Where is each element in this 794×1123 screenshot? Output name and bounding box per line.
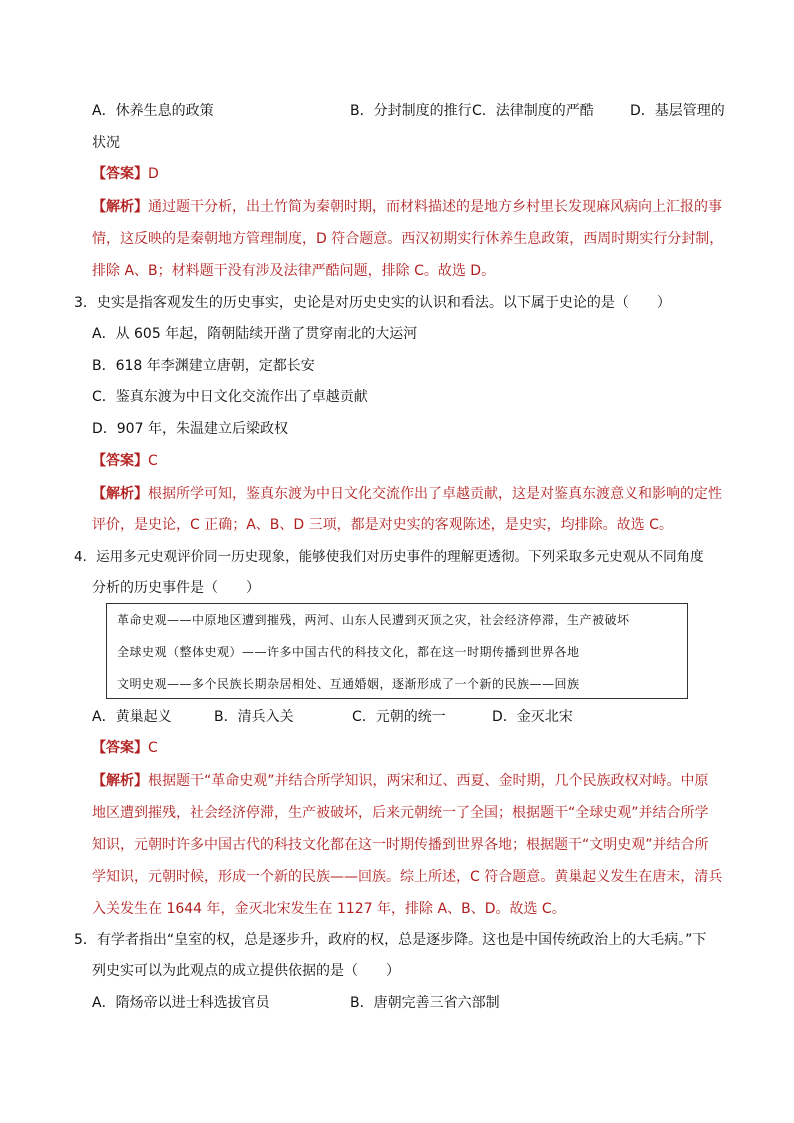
q3-option-d: D．907 年，朱温建立后梁政权	[92, 421, 288, 437]
answer-label: 【答案】	[92, 740, 148, 756]
q5-stem-line-1: 5．有学者指出“皇室的权，总是逐步升，政府的权，总是逐步降。这也是中国传统政治上的大毛病。”下	[74, 932, 707, 948]
q4-option-c: C．元朝的统一	[352, 709, 446, 725]
answer-value: D	[148, 166, 159, 182]
q5-option-a: A．隋炀帝以进士科选拔官员	[92, 995, 270, 1011]
q2-option-d-continued: 状况	[92, 135, 120, 151]
q4-option-b: B．清兵入关	[214, 709, 294, 725]
q2-answer	[92, 164, 732, 184]
answer-value: C	[148, 740, 158, 756]
q2-option-d: D．基层管理的	[630, 103, 725, 119]
q4-analysis-line-3: 知识，元朝时许多中国古代的科技文化都在这一时期传播到世界各地；根据题干“文明史观”并结合所	[92, 837, 709, 853]
q4-material-box	[106, 603, 688, 699]
q4-analysis-line-5: 入关发生在 1644 年，金灭北宋发生在 1127 年，排除 A、B、D。故选 C。	[92, 901, 566, 917]
q3-option-a: A．从 605 年起，隋朝陆续开凿了贯穿南北的大运河	[92, 326, 418, 342]
q2-option-b: B．分封制度的推行	[350, 103, 472, 119]
q4-stem-line-2: 分析的历史事件是（ ）	[92, 580, 260, 596]
analysis-text: 通过题干分析，出土竹简为秦朝时期，而材料描述的是地方乡村里长发现麻风病向上汇报的事	[148, 199, 722, 215]
material-civilization-view: 文明史观——多个民族长期杂居相处、互通婚姻，逐渐形成了一个新的民族——回族	[117, 677, 580, 691]
q2-analysis-line-1	[92, 197, 732, 217]
q4-analysis-line-1	[92, 771, 732, 791]
q2-option-c: C．法律制度的严酷	[472, 103, 594, 119]
q4-stem-line-1: 4．运用多元史观评价同一历史现象，能够使我们对历史事件的理解更透彻。下列采取多元史观从不同角度	[74, 549, 704, 565]
analysis-text: 根据题干“革命史观”并结合所学知识，两宋和辽、西夏、金时期，几个民族政权对峙。中原	[148, 773, 709, 789]
q2-analysis-line-2: 情，这反映的是秦朝地方管理制度，D 符合题意。西汉初期实行休养生息政策，西周时期实行分封制，	[92, 231, 724, 247]
q2-option-a: A．休养生息的政策	[92, 103, 214, 119]
q3-answer	[92, 451, 732, 471]
q4-option-d: D．金灭北宋	[492, 709, 573, 725]
q3-analysis-line-1	[92, 484, 732, 504]
material-global-view: 全球史观（整体史观）——许多中国古代的科技文化，都在这一时期传播到世界各地	[117, 645, 580, 659]
q5-option-b: B．唐朝完善三省六部制	[350, 995, 500, 1011]
analysis-label: 【解析】	[92, 486, 148, 502]
answer-label: 【答案】	[92, 453, 148, 469]
q5-stem-line-2: 列史实可以为此观点的成立提供依据的是（ ）	[92, 963, 400, 979]
q4-analysis-line-2: 地区遭到摧残，社会经济停滞，生产被破坏，后来元朝统一了全国；根据题干“全球史观”并结合所学	[92, 805, 709, 821]
answer-value: C	[148, 453, 158, 469]
q4-option-a: A．黄巢起义	[92, 709, 172, 725]
q3-option-c: C．鉴真东渡为中日文化交流作出了卓越贡献	[92, 389, 368, 405]
analysis-label: 【解析】	[92, 773, 148, 789]
material-revolution-view: 革命史观——中原地区遭到摧残，两河、山东人民遭到灭顶之灾，社会经济停滞，生产被破坏	[117, 613, 630, 627]
analysis-label: 【解析】	[92, 199, 148, 215]
q3-option-b: B．618 年李渊建立唐朝，定都长安	[92, 358, 315, 374]
q4-answer	[92, 738, 732, 758]
q3-analysis-line-2: 评价，是史论，C 正确；A、B、D 三项，都是对史实的客观陈述，是史实，均排除。故选 C。	[92, 517, 673, 533]
q2-analysis-line-3: 排除 A、B；材料题干没有涉及法律严酷问题，排除 C。故选 D。	[92, 263, 496, 279]
answer-label: 【答案】	[92, 166, 148, 182]
q4-analysis-line-4: 学知识，元朝时候，形成一个新的民族——回族。综上所述，C 符合题意。黄巢起义发生在唐末，清兵	[92, 869, 723, 885]
q3-stem: 3．史实是指客观发生的历史事实，史论是对历史史实的认识和看法。以下属于史论的是（ ）	[74, 295, 671, 311]
analysis-text: 根据所学可知，鉴真东渡为中日文化交流作出了卓越贡献，这是对鉴真东渡意义和影响的定性	[148, 486, 722, 502]
